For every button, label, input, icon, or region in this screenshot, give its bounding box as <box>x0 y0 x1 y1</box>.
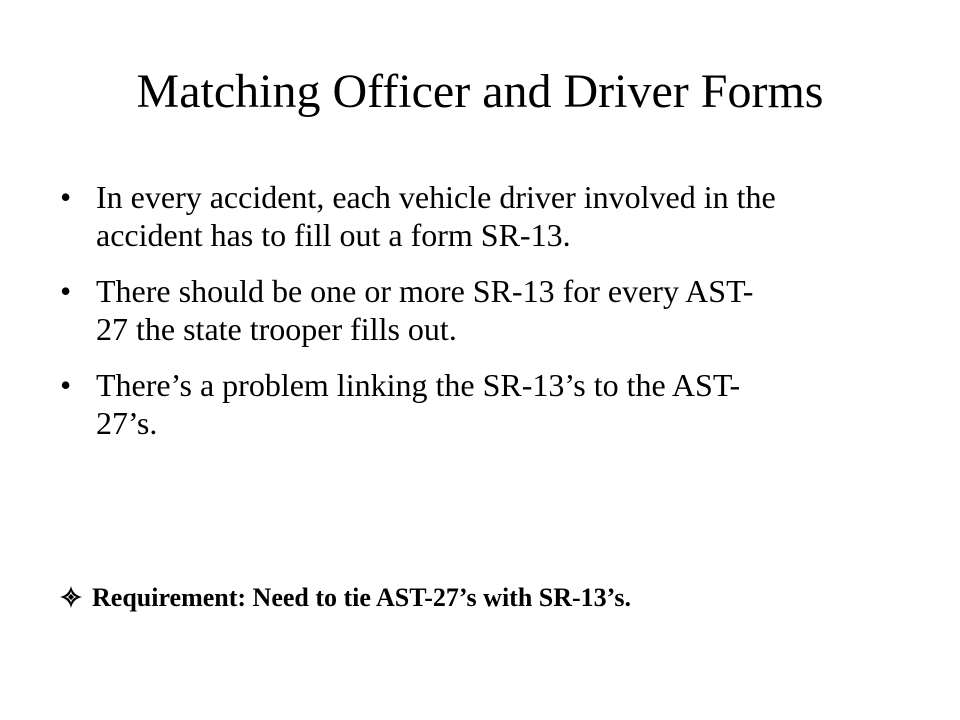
bullet-line: 27’s. <box>96 405 158 441</box>
slide-title: Matching Officer and Driver Forms <box>136 65 824 118</box>
bullet-list <box>60 178 880 460</box>
bullet-item <box>60 178 880 254</box>
bullet-item <box>60 272 880 348</box>
bullet-line: accident has to fill out a form SR-13. <box>96 217 571 253</box>
bullet-line: There’s a problem linking the SR-13’s to the AST- <box>96 367 741 403</box>
bullet-line: There should be one or more SR-13 for every AST- <box>96 273 754 309</box>
bullet-dot-icon: • <box>60 179 72 215</box>
bullet-line: In every accident, each vehicle driver involved in the <box>96 179 776 215</box>
bullet-line: 27 the state trooper fills out. <box>96 311 457 347</box>
bullet-item <box>60 366 880 442</box>
bullet-dot-icon: • <box>60 273 72 309</box>
requirement-line <box>60 578 900 618</box>
four-petal-diamond-icon <box>60 586 82 608</box>
requirement-text: Requirement: Need to tie AST-27’s with SR-13’s. <box>92 583 631 612</box>
bullet-dot-icon: • <box>60 367 72 403</box>
